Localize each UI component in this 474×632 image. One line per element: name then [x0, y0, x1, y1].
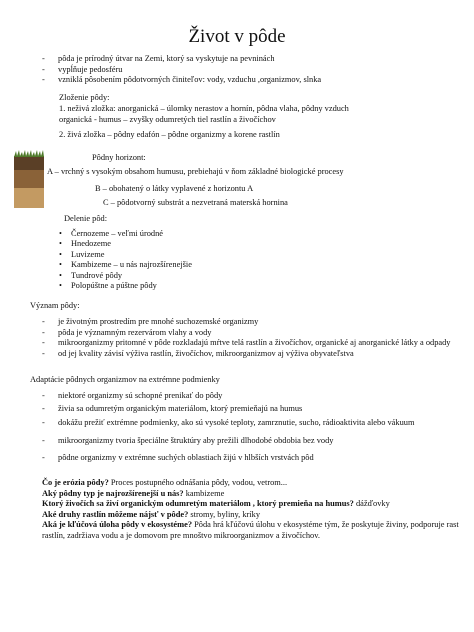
vyznam-heading: Význam pôdy:: [30, 301, 80, 310]
faq-question: Aká je kľúčová úloha pôdy v ekosystéme?: [42, 520, 193, 529]
list-item: • Polopúštne a púštne pôdy: [55, 281, 415, 291]
adaptacie-list: [42, 391, 462, 464]
horizont-a: A – vrchný s vysokým obsahom humusu, prebiehajú v ňom základné biologické procesy: [47, 167, 344, 176]
faq-question: Aký pôdny typ je najrozšírenejší u nás?: [42, 488, 184, 498]
faq-section: [42, 478, 462, 541]
horizont-b: B – obohatený o látky vyplavené z horizontu A: [95, 184, 254, 193]
faq-answer: kambizeme: [183, 488, 225, 498]
page-title: Život v pôde: [188, 26, 286, 47]
list-item: • Tundrové pôdy: [55, 271, 415, 281]
list-item: - vypĺňuje pedosféru: [42, 65, 462, 76]
faq-answer: Proces postupného odnášania pôdy, vodou, vetrom...: [108, 478, 288, 487]
faq-answer: stromy, byliny, kríky: [188, 509, 261, 519]
faq-question: Čo je erózia pôdy?: [42, 478, 109, 487]
intro-list: [42, 54, 462, 86]
faq-item: [42, 489, 462, 500]
list-item: - pôda je prírodný útvar na Zemi, ktorý sa vyskytuje na pevninách: [42, 54, 462, 65]
faq-answer: Pôda hrá kľúčovú úlohu v ekosystéme tým, že poskytuje živiny, podporuje rast rastlín, zadržiava vodu a je domovom pre mnoštvo mikroorganizmov a živočíchov.: [42, 520, 459, 540]
list-item: - od jej kvality závisí výživa rastlín, živočíchov, mikroorganizmov aj výživa obyvateľstva: [42, 349, 462, 360]
soil-horizon-a: [14, 156, 44, 170]
zlozenie-item1-line2: organická - humus – zvyšky odumretých tiel rastlín a živočíchov: [59, 115, 276, 124]
horizont-c: C – pôdotvorný substrát a nezvetraná materská hornina: [103, 198, 288, 207]
faq-question: Aké druhy rastlín môžeme nájsť v pôde?: [42, 509, 189, 519]
soil-horizon-c: [14, 188, 44, 208]
horizont-heading: Pôdny horizont:: [92, 153, 146, 162]
adaptacie-heading: Adaptácie pôdnych organizmov na extrémne podmienky: [30, 375, 220, 384]
soil-grass: [14, 150, 44, 157]
faq-question: Ktorý živočích sa živí organickým odumretým materiálom , ktorý premieňa na humus?: [42, 499, 354, 508]
soil-horizon-b: [14, 170, 44, 188]
zlozenie-item2: 2. živá zložka – pôdny edafón – pôdne organizmy a korene rastlín: [59, 130, 280, 139]
list-item: - mikroorganizmy tvoria špeciálne štruktúry aby prežili dlhodobé obdobia bez vody: [42, 436, 462, 447]
list-item: - živia sa odumretým organickým materiálom, ktorý premieňajú na humus: [42, 404, 462, 415]
zlozenie-item1-line1: 1. neživá zložka: anorganická – úlomky nerastov a hornín, pôdna vlaha, pôdny vzduch: [59, 104, 349, 113]
list-item: • Kambizeme – u nás najrozšírenejšie: [55, 260, 415, 270]
soil-profile-image: [14, 150, 44, 208]
faq-item: [42, 520, 462, 541]
delenie-list: [55, 229, 415, 291]
list-item: - vzniklá pôsobením pôdotvorných činiteľov: vody, vzduchu ,organizmov, slnka: [42, 75, 462, 86]
list-item: - niektoré organizmy sú schopné prenikať do pôdy: [42, 391, 462, 402]
faq-item: [42, 510, 462, 521]
faq-item: [42, 478, 462, 489]
list-item: • Černozeme – veľmi úrodné: [55, 229, 415, 239]
list-item: - je životným prostredím pre mnohé suchozemské organizmy: [42, 317, 462, 328]
list-item: - pôdne organizmy v extrémne suchých oblastiach žijú v hlbších vrstvách pôd: [42, 453, 462, 464]
list-item: • Hnedozeme: [55, 239, 415, 249]
faq-answer: dážďovky: [353, 499, 390, 508]
vyznam-list: [42, 317, 462, 359]
delenie-heading: Delenie pôd:: [64, 214, 108, 223]
list-item: - pôda je významným rezervárom vlahy a vody: [42, 328, 462, 339]
zlozenie-heading: Zloženie pôdy:: [59, 93, 110, 102]
list-item: • Luvizeme: [55, 250, 415, 260]
list-item: - dokážu prežiť extrémne podmienky, ako sú vysoké teploty, zamrznutie, sucho, rádioaktivita alebo vákuum: [42, 418, 462, 429]
list-item: - mikroorganizmy pritomné v pôde rozkladajú mŕtve telá rastlín a živočíchov, organické aj anorganické látky a odpady: [42, 338, 462, 349]
faq-item: [42, 499, 462, 510]
